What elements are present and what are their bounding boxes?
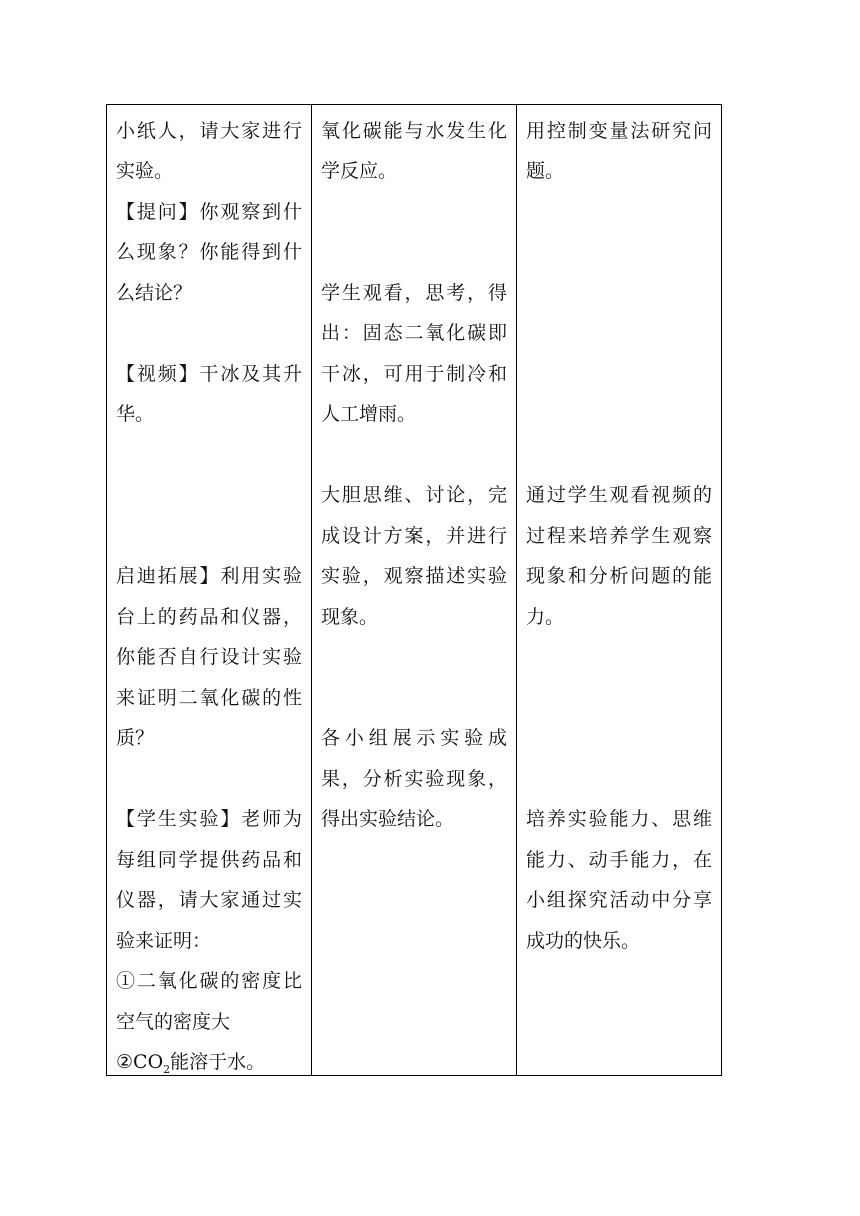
text-line: 果，分析实验现象， (321, 768, 507, 790)
text-line: 人工增雨。 (321, 403, 417, 425)
text-line: 能力、动手能力，在 (526, 849, 712, 871)
text-line: 氧化碳能与水发生化 (321, 120, 507, 142)
text-line: 成功的快乐。 (526, 930, 641, 952)
text-line: 培养实验能力、思维 (526, 808, 712, 830)
text-line: 么结论？ (116, 282, 193, 304)
text-line: 空气的密度大 (116, 1011, 231, 1033)
text-line: 台上的药品和仪器， (116, 606, 302, 628)
text-line: 力。 (526, 606, 565, 628)
text-line: 启迪拓展】利用实验 (116, 565, 302, 587)
text-line: 仪器，请大家通过实 (116, 889, 302, 911)
text-line: 现象。 (321, 606, 379, 628)
text-line: 学生观看，思考，得 (321, 282, 507, 304)
text-line: 华。 (116, 403, 155, 425)
text-line: 质？ (116, 727, 155, 749)
text-line: 么现象？你能得到什 (116, 241, 302, 263)
text-line: 实验。 (116, 160, 174, 182)
text-line: 通过学生观看视频的 (526, 484, 712, 506)
text-line: 大胆思维、讨论，完 (321, 484, 507, 506)
text-line: 来证明二氧化碳的性 (116, 687, 302, 709)
text-line: 各小组展示实验成 (321, 727, 507, 749)
text-line: 出：固态二氧化碳即 (321, 322, 507, 344)
column-divider-1 (311, 105, 312, 1075)
text-line: 你能否自行设计实验 (116, 646, 302, 668)
column-divider-2 (516, 105, 517, 1075)
text-line: ①二氧化碳的密度比 (116, 970, 302, 992)
text-line: 得出实验结论。 (321, 808, 455, 830)
text-line (116, 1052, 265, 1080)
text-line: 现象和分析问题的能 (526, 565, 712, 587)
text-line: 过程来培养学生观察 (526, 525, 712, 547)
text-line: 【提问】你观察到什 (116, 201, 302, 223)
text-line: 干冰，可用于制冷和 (321, 363, 507, 385)
text-line: 小组探究活动中分享 (526, 889, 712, 911)
text-line: 【视频】干冰及其升 (116, 363, 302, 385)
text-line: 成设计方案，并进行 (321, 525, 507, 547)
text-line: 学反应。 (321, 160, 398, 182)
text-line: 实验，观察描述实验 (321, 565, 507, 587)
formula-co2: ②CO (116, 1051, 164, 1073)
subscript: 2 (163, 1062, 171, 1076)
text-line: 用控制变量法研究问 (526, 120, 712, 142)
text-line: 小纸人，请大家进行 (116, 120, 302, 142)
text-line-tail: 能溶于水。 (170, 1051, 266, 1073)
text-line: 每组同学提供药品和 (116, 849, 302, 871)
text-line: 题。 (526, 160, 565, 182)
text-line: 验来证明： (116, 930, 212, 952)
text-line: 【学生实验】老师为 (116, 808, 302, 830)
